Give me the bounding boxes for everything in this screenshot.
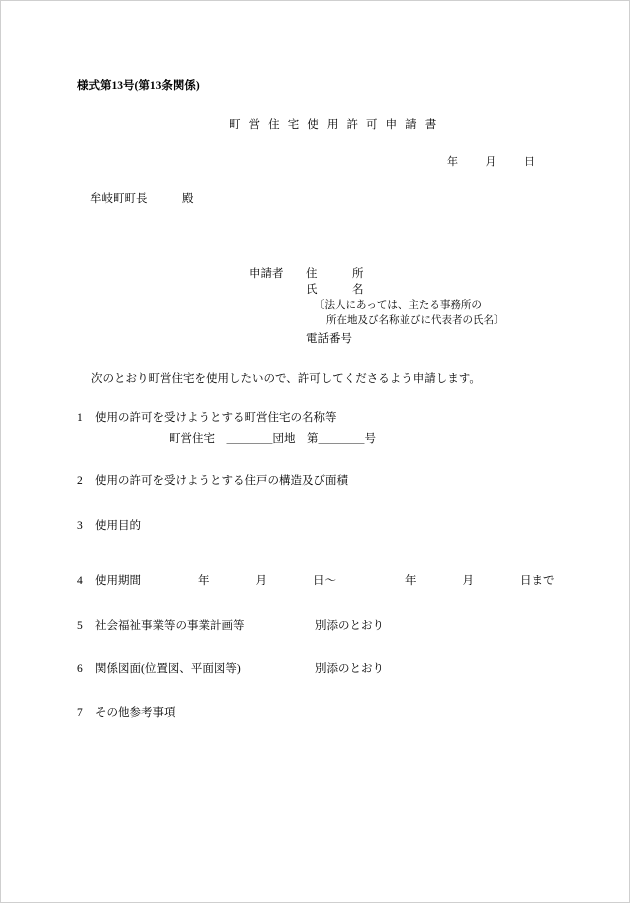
item-right-5: 別添のとおり — [315, 620, 384, 632]
item-number-1: 1 — [77, 412, 83, 424]
item-text-6: 関係図面(位置図、平面図等) — [95, 663, 241, 675]
item-number-7: 7 — [77, 707, 83, 719]
form-number: 様式第13号(第13条関係) — [77, 80, 200, 92]
item-number-4: 4 — [77, 575, 83, 587]
item-number-6: 6 — [77, 663, 83, 675]
applicant-address-label: 住 所 — [306, 268, 364, 280]
item-text-2: 使用の許可を受けようとする住戸の構造及び面積 — [95, 475, 348, 487]
page-title: 町 営 住 宅 使 用 許 可 申 請 書 — [229, 119, 439, 131]
item-text-1: 使用の許可を受けようとする町営住宅の名称等 — [95, 412, 337, 424]
document-body — [1, 1, 630, 903]
item-text-3: 使用目的 — [95, 520, 141, 532]
item-number-2: 2 — [77, 475, 83, 487]
applicant-label: 申請者 — [249, 268, 284, 280]
item-text-7: その他参考事項 — [95, 707, 176, 719]
applicant-phone-label: 電話番号 — [306, 333, 352, 345]
item-number-5: 5 — [77, 620, 83, 632]
item-text-4: 使用期間 — [95, 575, 141, 587]
applicant-corporate-note-line2: 所在地及び名称並びに代表者の氏名〕 — [326, 315, 505, 326]
addressee: 牟岐町町長 殿 — [90, 193, 194, 205]
item-dates-4: 年 月 日〜 年 月 日まで — [198, 575, 555, 587]
item-text-5: 社会福祉事業等の事業計画等 — [95, 620, 245, 632]
lead-sentence: 次のとおり町営住宅を使用したいので、許可してくださるよう申請します。 — [91, 373, 481, 385]
applicant-corporate-note-line1: 〔法人にあっては、主たる事務所の — [314, 300, 482, 311]
applicant-name-label: 氏 名 — [306, 284, 364, 296]
item-right-6: 別添のとおり — [315, 663, 384, 675]
item-number-3: 3 — [77, 520, 83, 532]
date-line: 年 月 日 — [447, 156, 535, 168]
item-sub-1: 町営住宅 ＿＿＿＿団地 第＿＿＿＿号 — [169, 433, 376, 445]
